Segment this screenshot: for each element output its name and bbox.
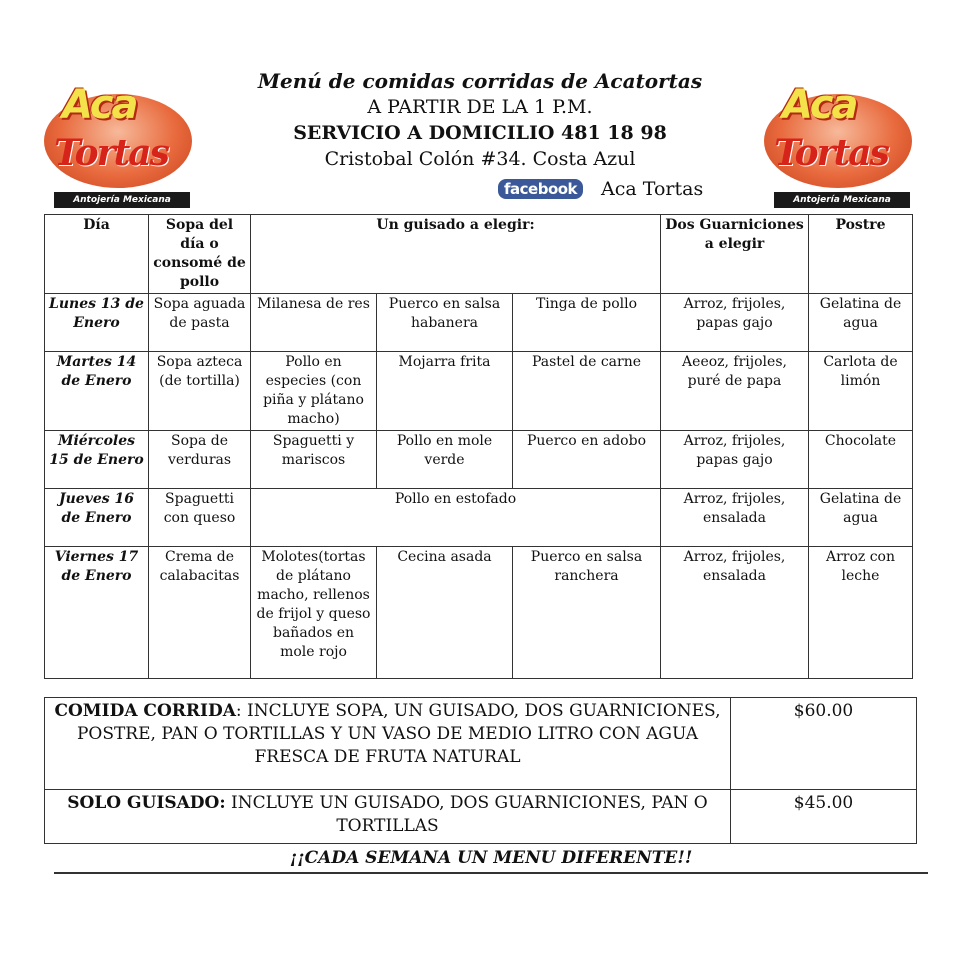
day-cell: Jueves 16 de Enero	[45, 489, 149, 547]
header-soup: Sopa del día o consomé de pollo	[149, 215, 251, 294]
guisado-description	[45, 790, 731, 844]
soup-cell: Crema de calabacitas	[149, 547, 251, 679]
soup-cell: Sopa aguada de pasta	[149, 294, 251, 352]
page-title: Menú de comidas corridas de Acatortas	[257, 69, 703, 93]
soup-cell: Sopa azteca (de tortilla)	[149, 352, 251, 431]
logo-ribbon: Antojería Mexicana	[774, 192, 910, 208]
facebook-row	[498, 177, 703, 201]
corrida-label: COMIDA CORRIDA	[54, 701, 236, 721]
table-row	[45, 489, 913, 547]
header-dessert: Postre	[809, 215, 913, 294]
price-row-guisado	[45, 790, 917, 844]
dessert-cell: Gelatina de agua	[809, 489, 913, 547]
table-header-row	[45, 215, 913, 294]
day-cell: Miércoles 15 de Enero	[45, 431, 149, 489]
table-row	[45, 431, 913, 489]
corrida-price: $60.00	[731, 698, 917, 790]
aca-tortas-logo-left	[40, 80, 196, 214]
sides-cell: Arroz, frijoles, ensalada	[661, 547, 809, 679]
table-row	[45, 352, 913, 431]
logo-aca-text: Aca	[782, 82, 857, 128]
menu-header	[250, 68, 710, 172]
header-sides: Dos Guarniciones a elegir	[661, 215, 809, 294]
day-cell: Lunes 13 de Enero	[45, 294, 149, 352]
sides-cell: Arroz, frijoles, papas gajo	[661, 294, 809, 352]
stew-cell: Puerco en adobo	[513, 431, 661, 489]
facebook-page-name: Aca Tortas	[601, 178, 704, 200]
sides-cell: Arroz, frijoles, papas gajo	[661, 431, 809, 489]
aca-tortas-logo-right	[760, 80, 916, 214]
dessert-cell: Chocolate	[809, 431, 913, 489]
stew-cell: Milanesa de res	[251, 294, 377, 352]
table-row	[45, 294, 913, 352]
stew-cell: Pollo en estofado	[251, 489, 661, 547]
stew-cell: Molotes(tortas de plátano macho, rellenos de frijol y queso bañados en mole rojo	[251, 547, 377, 679]
footer-slogan: ¡¡CADA SEMANA UN MENU DIFERENTE!!	[54, 846, 928, 874]
header-stew: Un guisado a elegir:	[251, 215, 661, 294]
logo-aca-text: Aca	[62, 82, 137, 128]
soup-cell: Spaguetti con queso	[149, 489, 251, 547]
dessert-cell: Arroz con leche	[809, 547, 913, 679]
logo-ribbon: Antojería Mexicana	[54, 192, 190, 208]
stew-cell: Mojarra frita	[377, 352, 513, 431]
guisado-price: $45.00	[731, 790, 917, 844]
guisado-label: SOLO GUISADO:	[67, 793, 226, 813]
address: Cristobal Colón #34. Costa Azul	[324, 148, 636, 170]
facebook-icon[interactable]: facebook	[498, 179, 583, 199]
day-cell: Viernes 17 de Enero	[45, 547, 149, 679]
dessert-cell: Carlota de limón	[809, 352, 913, 431]
logo-tortas-text: Tortas	[774, 132, 888, 174]
day-cell: Martes 14 de Enero	[45, 352, 149, 431]
stew-cell: Pollo en especies (con piña y plátano macho)	[251, 352, 377, 431]
table-row	[45, 547, 913, 679]
corrida-desc: : INCLUYE SOPA, UN GUISADO, DOS GUARNICIONES, POSTRE, PAN O TORTILLAS Y UN VASO DE MEDIO LITRO CON AGUA FRESCA DE FRUTA NATURAL	[76, 701, 721, 767]
delivery-phone: SERVICIO A DOMICILIO 481 18 98	[293, 122, 667, 144]
dessert-cell: Gelatina de agua	[809, 294, 913, 352]
soup-cell: Sopa de verduras	[149, 431, 251, 489]
service-time: A PARTIR DE LA 1 P.M.	[367, 96, 593, 118]
header-day: Día	[45, 215, 149, 294]
weekly-menu-table	[44, 214, 913, 679]
stew-cell: Puerco en salsa habanera	[377, 294, 513, 352]
guisado-desc: INCLUYE UN GUISADO, DOS GUARNICIONES, PAN O TORTILLAS	[225, 793, 708, 836]
stew-cell: Cecina asada	[377, 547, 513, 679]
stew-cell: Tinga de pollo	[513, 294, 661, 352]
stew-cell: Pollo en mole verde	[377, 431, 513, 489]
logo-tortas-text: Tortas	[54, 132, 168, 174]
price-row-corrida	[45, 698, 917, 790]
sides-cell: Aeeoz, frijoles, puré de papa	[661, 352, 809, 431]
stew-cell: Pastel de carne	[513, 352, 661, 431]
corrida-description	[45, 698, 731, 790]
sides-cell: Arroz, frijoles, ensalada	[661, 489, 809, 547]
stew-cell: Puerco en salsa ranchera	[513, 547, 661, 679]
stew-cell: Spaguetti y mariscos	[251, 431, 377, 489]
prices-table	[44, 697, 917, 844]
